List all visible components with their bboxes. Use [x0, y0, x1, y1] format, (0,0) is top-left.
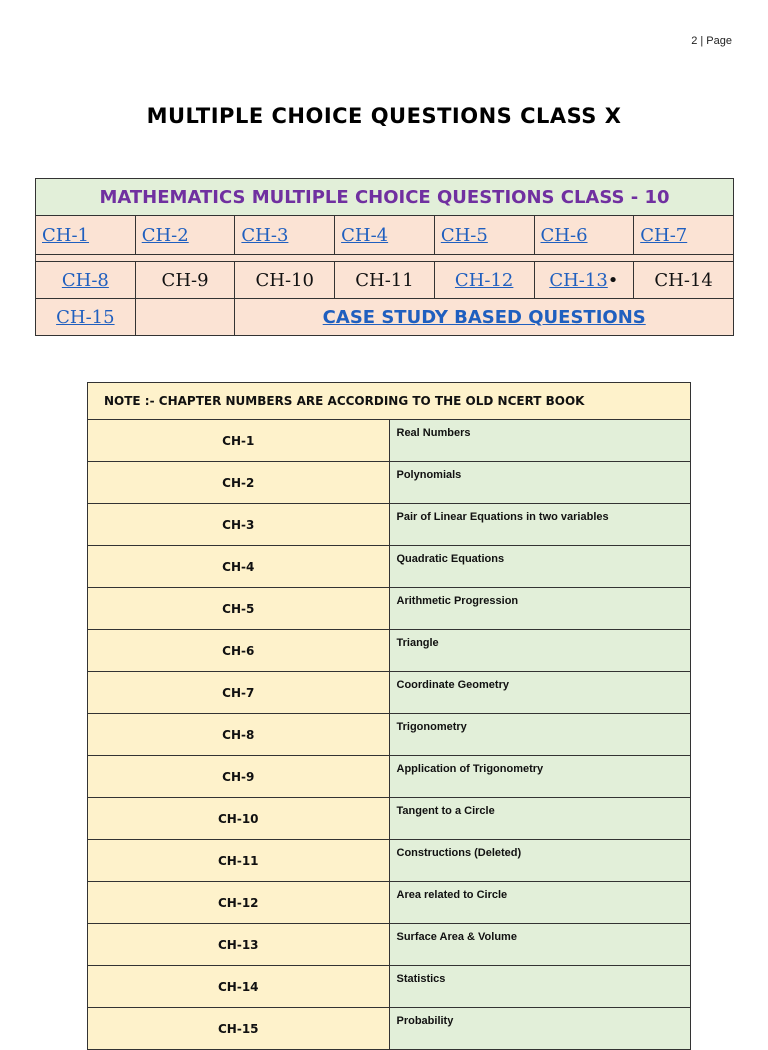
chapter-name: Constructions (Deleted) [389, 840, 691, 882]
nav-cell [534, 262, 634, 299]
table-row [88, 840, 691, 882]
chapter-name: Area related to Circle [389, 882, 691, 924]
link-ch-3[interactable]: CH-3 [241, 224, 289, 246]
chapter-name: Quadratic Equations [389, 546, 691, 588]
link-case-study[interactable]: CASE STUDY BASED QUESTIONS [322, 306, 646, 328]
label-ch-14: CH-14 [654, 269, 713, 291]
table-row [88, 924, 691, 966]
nav-cell [634, 216, 734, 255]
table-row [88, 630, 691, 672]
chapter-number: CH-13 [88, 924, 390, 966]
chapter-name: Coordinate Geometry [389, 672, 691, 714]
table-row [88, 546, 691, 588]
nav-cell [235, 262, 335, 299]
chapter-number: CH-10 [88, 798, 390, 840]
link-ch-12[interactable]: CH-12 [454, 269, 514, 291]
label-ch-11: CH-11 [355, 269, 414, 291]
chapter-number: CH-8 [88, 714, 390, 756]
nav-cell [36, 262, 136, 299]
nav-cell [434, 262, 534, 299]
nav-cell [135, 262, 235, 299]
chapter-name: Arithmetic Progression [389, 588, 691, 630]
link-ch-7[interactable]: CH-7 [640, 224, 688, 246]
link-ch-13[interactable]: CH-13 [549, 269, 608, 291]
chapter-name: Polynomials [389, 462, 691, 504]
table-row [88, 756, 691, 798]
chapter-number: CH-5 [88, 588, 390, 630]
table-row [88, 672, 691, 714]
label-ch-9: CH-9 [161, 269, 209, 291]
chapter-number: CH-6 [88, 630, 390, 672]
bullet-mark: • [607, 269, 619, 291]
link-ch-5[interactable]: CH-5 [440, 224, 488, 246]
label-ch-10: CH-10 [255, 269, 314, 291]
chapter-number: CH-2 [88, 462, 390, 504]
table-row [88, 798, 691, 840]
chapter-name: Tangent to a Circle [389, 798, 691, 840]
chapter-name: Application of Trigonometry [389, 756, 691, 798]
table-row [88, 966, 691, 1008]
chapter-number: CH-12 [88, 882, 390, 924]
chapter-name: Surface Area & Volume [389, 924, 691, 966]
link-ch-6[interactable]: CH-6 [540, 224, 588, 246]
nav-cell [335, 262, 435, 299]
table-row [88, 1008, 691, 1050]
table-row [88, 714, 691, 756]
chapter-number: CH-3 [88, 504, 390, 546]
note-header: NOTE :- CHAPTER NUMBERS ARE ACCORDING TO THE OLD NCERT BOOK [88, 383, 691, 420]
chapter-name: Trigonometry [389, 714, 691, 756]
chapter-name: Real Numbers [389, 420, 691, 462]
nav-cell [36, 299, 136, 336]
chapter-number: CH-15 [88, 1008, 390, 1050]
link-ch-15[interactable]: CH-15 [56, 306, 115, 328]
nav-cell [534, 216, 634, 255]
page-title: MULTIPLE CHOICE QUESTIONS CLASS X [146, 104, 622, 128]
chapter-number: CH-11 [88, 840, 390, 882]
chapter-number: CH-9 [88, 756, 390, 798]
table-row [88, 420, 691, 462]
link-ch-8[interactable]: CH-8 [61, 269, 109, 291]
nav-spacer [36, 255, 734, 262]
nav-cell [36, 216, 136, 255]
chapter-name: Triangle [389, 630, 691, 672]
chapter-name: Probability [389, 1008, 691, 1050]
chapter-list-table [87, 382, 691, 1050]
table-row [88, 504, 691, 546]
nav-cell [235, 216, 335, 255]
nav-cell [135, 216, 235, 255]
link-ch-4[interactable]: CH-4 [341, 224, 389, 246]
chapter-number: CH-4 [88, 546, 390, 588]
link-ch-2[interactable]: CH-2 [141, 224, 189, 246]
chapter-number: CH-14 [88, 966, 390, 1008]
nav-cell [335, 216, 435, 255]
table-row [88, 882, 691, 924]
nav-empty-cell [135, 299, 235, 336]
chapter-number: CH-1 [88, 420, 390, 462]
chapter-number: CH-7 [88, 672, 390, 714]
table-row [88, 462, 691, 504]
chapter-name: Statistics [389, 966, 691, 1008]
page-number: 2 | Page [691, 35, 732, 47]
chapter-nav-table [35, 178, 734, 336]
link-ch-1[interactable]: CH-1 [42, 224, 90, 246]
nav-cell [434, 216, 534, 255]
nav-header: MATHEMATICS MULTIPLE CHOICE QUESTIONS CLASS - 10 [36, 179, 734, 216]
chapter-name: Pair of Linear Equations in two variables [389, 504, 691, 546]
table-row [88, 588, 691, 630]
nav-cell [235, 299, 734, 336]
nav-cell [634, 262, 734, 299]
